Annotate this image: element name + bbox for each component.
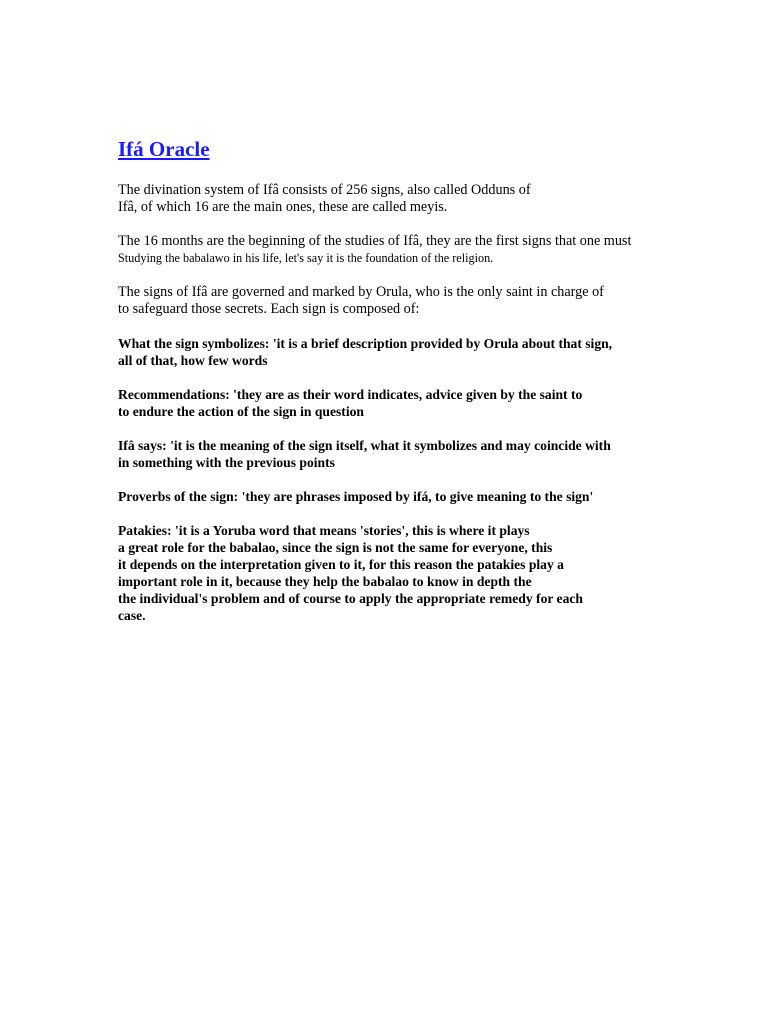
months-paragraph [118, 233, 738, 267]
months-line-2: Studying the babalawo in his life, let's say it is the foundation of the religion. [118, 251, 494, 265]
patakies-line-6: case. [118, 608, 146, 623]
patakies-paragraph [118, 522, 738, 624]
recommendations-paragraph [118, 386, 738, 420]
intro-line-1: The divination system of Ifâ consists of 256 signs, also called Odduns of [118, 182, 531, 198]
page-title: Ifá Oracle [118, 137, 210, 161]
document-page [118, 136, 738, 641]
title-link[interactable] [118, 136, 252, 162]
governance-line-1: The signs of Ifâ are governed and marked by Orula, who is the only saint in charge of [118, 284, 604, 300]
symbolizes-line-2: all of that, how few words [118, 353, 268, 368]
governance-paragraph [118, 284, 738, 318]
proverbs-line-1: Proverbs of the sign: 'they are phrases imposed by ifá, to give meaning to the sign' [118, 489, 594, 504]
proverbs-paragraph [118, 488, 738, 505]
intro-line-2: Ifâ, of which 16 are the main ones, these are called meyis. [118, 199, 448, 215]
patakies-line-1: Patakies: 'it is a Yoruba word that means 'stories', this is where it plays [118, 523, 530, 538]
ifa-says-line-1: Ifâ says: 'it is the meaning of the sign itself, what it symbolizes and may coincide with [118, 438, 611, 453]
recommendations-line-1: Recommendations: 'they are as their word indicates, advice given by the saint to [118, 387, 583, 402]
patakies-line-2: a great role for the babalao, since the sign is not the same for everyone, this [118, 540, 553, 555]
patakies-line-5: the individual's problem and of course to apply the appropriate remedy for each [118, 591, 583, 606]
patakies-line-3: it depends on the interpretation given to it, for this reason the patakies play a [118, 557, 564, 572]
months-line-1: The 16 months are the beginning of the studies of Ifâ, they are the first signs that one must [118, 233, 632, 249]
intro-paragraph [118, 182, 738, 216]
symbolizes-paragraph [118, 335, 738, 369]
recommendations-line-2: to endure the action of the sign in question [118, 404, 364, 419]
ifa-says-paragraph [118, 437, 738, 471]
patakies-line-4: important role in it, because they help the babalao to know in depth the [118, 574, 532, 589]
symbolizes-line-1: What the sign symbolizes: 'it is a brief description provided by Orula about that sign, [118, 336, 613, 351]
governance-line-2: to safeguard those secrets. Each sign is composed of: [118, 301, 420, 317]
ifa-says-line-2: in something with the previous points [118, 455, 335, 470]
